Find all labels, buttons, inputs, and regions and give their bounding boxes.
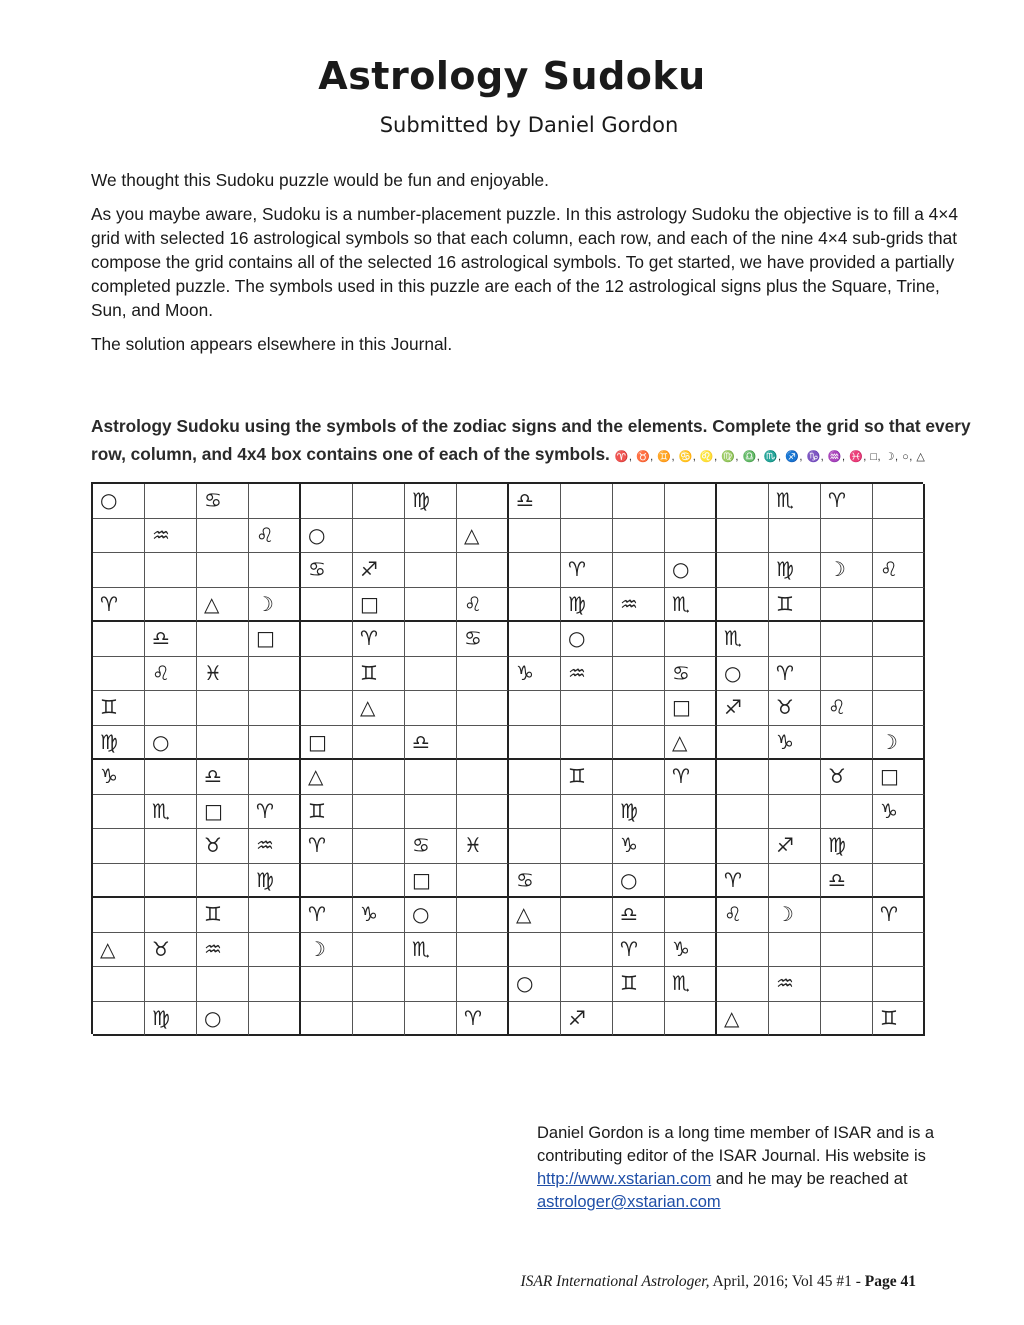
page-footer [520, 1273, 916, 1291]
grid-cell[interactable]: ♐ [561, 1002, 613, 1037]
grid-cell[interactable] [249, 657, 301, 692]
grid-cell[interactable]: ♏ [665, 967, 717, 1002]
grid-cell[interactable] [93, 657, 145, 692]
grid-cell[interactable] [145, 967, 197, 1002]
grid-cell[interactable]: ♒ [613, 588, 665, 623]
grid-cell[interactable]: ♎ [145, 622, 197, 657]
grid-cell[interactable] [145, 864, 197, 899]
grid-cell[interactable] [613, 760, 665, 795]
intro-paragraph: As you maybe aware, Sudoku is a number-placement puzzle. In this astrology Sudoku the objective is to fill a 4×4 grid with selected 16 astrological symbols so that each column, each row, and each of the nine 4×4 sub-grids that compose the grid contains all of the selected 16 astrological symbols. To get started, we have provided a partially completed puzzle. The symbols used in this puzzle are each of the 12 astrological signs plus the Square, Trine, Sun, and Moon. [91, 204, 958, 320]
grid-cell[interactable] [873, 588, 925, 623]
grid-cell[interactable] [457, 691, 509, 726]
grid-cell[interactable] [665, 864, 717, 899]
grid-cell[interactable] [717, 588, 769, 623]
grid-cell[interactable]: ○ [717, 657, 769, 692]
grid-cell[interactable] [509, 1002, 561, 1037]
grid-cell[interactable] [561, 484, 613, 519]
grid-cell[interactable]: ♏ [405, 933, 457, 968]
grid-cell[interactable]: ♉ [197, 829, 249, 864]
grid-cell[interactable]: ♍ [769, 553, 821, 588]
grid-cell[interactable] [561, 898, 613, 933]
footer-issue: April, 2016; Vol 45 #1 - [709, 1273, 865, 1290]
grid-cell[interactable]: ♈ [821, 484, 873, 519]
grid-cell[interactable] [717, 795, 769, 830]
grid-cell[interactable]: ♑ [873, 795, 925, 830]
grid-cell[interactable] [301, 691, 353, 726]
grid-cell[interactable]: ♈ [613, 933, 665, 968]
grid-cell[interactable] [301, 484, 353, 519]
grid-cell[interactable] [405, 588, 457, 623]
grid-cell[interactable]: ♍ [93, 726, 145, 761]
grid-cell[interactable] [197, 967, 249, 1002]
grid-cell[interactable] [665, 829, 717, 864]
grid-cell[interactable] [509, 933, 561, 968]
grid-cell[interactable] [509, 622, 561, 657]
grid-cell[interactable] [145, 588, 197, 623]
grid-cell[interactable] [145, 829, 197, 864]
grid-cell[interactable]: ♍ [561, 588, 613, 623]
grid-cell[interactable] [145, 553, 197, 588]
grid-cell[interactable] [873, 967, 925, 1002]
grid-cell[interactable] [509, 760, 561, 795]
grid-cell[interactable] [873, 484, 925, 519]
grid-cell[interactable] [353, 1002, 405, 1037]
grid-cell[interactable] [353, 829, 405, 864]
grid-cell[interactable] [197, 864, 249, 899]
bio-text: Daniel Gordon is a long time member of ISAR and is a contributing editor of the ISAR Journal. His website is [537, 1124, 935, 1165]
grid-cell[interactable] [821, 967, 873, 1002]
grid-cell[interactable]: ♓ [457, 829, 509, 864]
grid-cell[interactable] [561, 795, 613, 830]
grid-cell[interactable]: ♊ [873, 1002, 925, 1037]
grid-cell[interactable]: ♏ [717, 622, 769, 657]
grid-cell[interactable]: ○ [613, 864, 665, 899]
grid-cell[interactable] [509, 829, 561, 864]
grid-cell[interactable]: □ [249, 622, 301, 657]
footer-publication: ISAR International Astrologer, [520, 1273, 710, 1290]
grid-cell[interactable]: ♉ [769, 691, 821, 726]
grid-cell[interactable] [145, 760, 197, 795]
grid-cell[interactable] [457, 933, 509, 968]
grid-cell[interactable]: ♌ [457, 588, 509, 623]
grid-cell[interactable]: □ [405, 864, 457, 899]
grid-cell[interactable] [665, 898, 717, 933]
grid-cell[interactable]: ♈ [873, 898, 925, 933]
page-subtitle: Submitted by Daniel Gordon [379, 113, 679, 137]
grid-cell[interactable]: ♒ [249, 829, 301, 864]
grid-cell[interactable] [873, 691, 925, 726]
grid-cell[interactable] [873, 519, 925, 554]
grid-cell[interactable] [353, 484, 405, 519]
grid-cell[interactable] [405, 795, 457, 830]
grid-cell[interactable] [405, 967, 457, 1002]
grid-cell[interactable]: △ [93, 933, 145, 968]
grid-cell[interactable]: ♒ [769, 967, 821, 1002]
grid-cell[interactable] [249, 1002, 301, 1037]
footer-page-number: Page 41 [864, 1273, 916, 1290]
grid-cell[interactable] [717, 760, 769, 795]
sudoku-grid [91, 482, 923, 1034]
grid-cell[interactable] [353, 933, 405, 968]
grid-cell[interactable]: ♈ [93, 588, 145, 623]
grid-cell[interactable]: ♊ [613, 967, 665, 1002]
grid-cell[interactable] [769, 760, 821, 795]
grid-cell[interactable] [145, 484, 197, 519]
bio-text: and he may be reached at [711, 1170, 908, 1188]
grid-cell[interactable]: ♓ [197, 657, 249, 692]
grid-cell[interactable]: ♍ [249, 864, 301, 899]
grid-cell[interactable] [93, 519, 145, 554]
grid-cell[interactable] [561, 726, 613, 761]
grid-cell[interactable]: ♑ [769, 726, 821, 761]
grid-cell[interactable] [561, 967, 613, 1002]
grid-cell[interactable]: ♈ [717, 864, 769, 899]
grid-cell[interactable] [665, 795, 717, 830]
grid-cell[interactable]: ○ [145, 726, 197, 761]
grid-cell[interactable]: ○ [509, 967, 561, 1002]
grid-cell[interactable] [457, 864, 509, 899]
grid-cell[interactable] [717, 519, 769, 554]
grid-cell[interactable] [717, 967, 769, 1002]
grid-cell[interactable] [613, 519, 665, 554]
grid-cell[interactable]: ♋ [665, 657, 717, 692]
grid-cell[interactable] [353, 726, 405, 761]
grid-cell[interactable]: ♈ [301, 898, 353, 933]
grid-cell[interactable]: ♒ [561, 657, 613, 692]
grid-cell[interactable] [301, 967, 353, 1002]
grid-cell[interactable] [197, 519, 249, 554]
grid-cell[interactable] [457, 484, 509, 519]
grid-cell[interactable] [665, 622, 717, 657]
grid-cell[interactable]: ♋ [457, 622, 509, 657]
grid-cell[interactable] [769, 864, 821, 899]
grid-cell[interactable]: ♈ [769, 657, 821, 692]
grid-cell[interactable]: ♍ [145, 1002, 197, 1037]
grid-cell[interactable] [561, 519, 613, 554]
grid-cell[interactable]: ☽ [821, 553, 873, 588]
grid-cell[interactable]: ♑ [93, 760, 145, 795]
grid-cell[interactable] [509, 726, 561, 761]
grid-cell[interactable]: ♒ [197, 933, 249, 968]
grid-cell[interactable] [93, 553, 145, 588]
grid-cell[interactable]: ♈ [561, 553, 613, 588]
grid-cell[interactable] [249, 898, 301, 933]
grid-cell[interactable] [353, 795, 405, 830]
grid-cell[interactable] [405, 622, 457, 657]
grid-cell[interactable] [769, 519, 821, 554]
grid-cell[interactable] [457, 898, 509, 933]
grid-cell[interactable]: ♎ [509, 484, 561, 519]
grid-cell[interactable] [249, 967, 301, 1002]
grid-cell[interactable]: ☽ [301, 933, 353, 968]
grid-cell[interactable]: ♏ [665, 588, 717, 623]
grid-cell[interactable] [93, 622, 145, 657]
grid-cell[interactable] [821, 657, 873, 692]
grid-cell[interactable] [613, 553, 665, 588]
grid-cell[interactable]: ♎ [613, 898, 665, 933]
grid-cell[interactable] [769, 795, 821, 830]
grid-cell[interactable]: □ [353, 588, 405, 623]
grid-cell[interactable]: ♋ [197, 484, 249, 519]
grid-cell[interactable] [145, 691, 197, 726]
grid-cell[interactable] [821, 795, 873, 830]
grid-cell[interactable]: ♋ [509, 864, 561, 899]
grid-cell[interactable] [509, 795, 561, 830]
grid-cell[interactable] [873, 864, 925, 899]
grid-cell[interactable]: ♑ [613, 829, 665, 864]
grid-cell[interactable]: □ [873, 760, 925, 795]
grid-cell[interactable] [353, 864, 405, 899]
website-link[interactable]: http://www.xstarian.com [537, 1170, 712, 1188]
grid-cell[interactable] [457, 967, 509, 1002]
grid-cell[interactable] [301, 588, 353, 623]
grid-cell[interactable]: ♊ [353, 657, 405, 692]
grid-cell[interactable] [249, 933, 301, 968]
grid-cell[interactable]: ○ [405, 898, 457, 933]
grid-cell[interactable] [405, 657, 457, 692]
grid-cell[interactable]: ♏ [145, 795, 197, 830]
grid-cell[interactable] [93, 795, 145, 830]
grid-cell[interactable]: ♈ [457, 1002, 509, 1037]
grid-cell[interactable] [873, 829, 925, 864]
grid-cell[interactable] [197, 553, 249, 588]
grid-cell[interactable]: △ [509, 898, 561, 933]
grid-cell[interactable] [821, 933, 873, 968]
grid-cell[interactable] [613, 726, 665, 761]
grid-cell[interactable] [665, 519, 717, 554]
grid-cell[interactable]: ♊ [93, 691, 145, 726]
grid-cell[interactable] [93, 967, 145, 1002]
caption-text: Astrology Sudoku using the symbols of the zodiac signs and the elements. Complete the grid so that every row, column, and 4x4 box contains one of each of the symbols. [91, 416, 971, 464]
grid-cell[interactable]: ♑ [353, 898, 405, 933]
grid-cell[interactable] [197, 691, 249, 726]
grid-cell[interactable] [873, 657, 925, 692]
grid-cell[interactable] [509, 691, 561, 726]
grid-cell[interactable] [301, 622, 353, 657]
grid-cell[interactable] [561, 864, 613, 899]
author-bio [537, 1122, 957, 1214]
grid-cell[interactable] [353, 519, 405, 554]
grid-cell[interactable] [249, 726, 301, 761]
grid-cell[interactable]: △ [665, 726, 717, 761]
grid-cell[interactable]: ○ [561, 622, 613, 657]
grid-cell[interactable]: ♌ [821, 691, 873, 726]
grid-cell[interactable] [405, 1002, 457, 1037]
grid-cell[interactable] [509, 588, 561, 623]
grid-cell[interactable]: □ [665, 691, 717, 726]
grid-cell[interactable] [665, 484, 717, 519]
grid-cell[interactable]: ♈ [353, 622, 405, 657]
intro-paragraph: The solution appears elsewhere in this Journal. [91, 334, 453, 354]
grid-cell[interactable] [405, 519, 457, 554]
grid-cell[interactable] [821, 519, 873, 554]
puzzle-caption [91, 412, 971, 471]
grid-cell[interactable] [93, 829, 145, 864]
grid-cell[interactable] [457, 726, 509, 761]
grid-cell[interactable]: ♒ [145, 519, 197, 554]
grid-cell[interactable]: ○ [197, 1002, 249, 1037]
grid-cell[interactable]: □ [301, 726, 353, 761]
grid-cell[interactable]: ♋ [405, 829, 457, 864]
grid-cell[interactable] [405, 691, 457, 726]
grid-cell[interactable] [613, 1002, 665, 1037]
grid-cell[interactable]: ♎ [197, 760, 249, 795]
grid-cell[interactable] [93, 898, 145, 933]
grid-cell[interactable]: △ [457, 519, 509, 554]
grid-cell[interactable]: ♐ [769, 829, 821, 864]
grid-cell[interactable] [509, 519, 561, 554]
grid-cell[interactable]: ♏ [769, 484, 821, 519]
grid-cell[interactable]: △ [197, 588, 249, 623]
grid-cell[interactable]: ♌ [873, 553, 925, 588]
grid-cell[interactable]: ♑ [665, 933, 717, 968]
grid-cell[interactable] [249, 484, 301, 519]
grid-cell[interactable] [769, 933, 821, 968]
grid-cell[interactable]: ♍ [405, 484, 457, 519]
grid-cell[interactable]: ♈ [249, 795, 301, 830]
grid-cell[interactable] [717, 484, 769, 519]
grid-cell[interactable] [613, 691, 665, 726]
grid-cell[interactable] [405, 553, 457, 588]
grid-cell[interactable] [301, 1002, 353, 1037]
grid-cell[interactable] [821, 726, 873, 761]
grid-cell[interactable] [353, 760, 405, 795]
grid-cell[interactable] [457, 657, 509, 692]
grid-cell[interactable] [873, 933, 925, 968]
grid-cell[interactable]: ♊ [197, 898, 249, 933]
grid-cell[interactable]: ♐ [353, 553, 405, 588]
grid-cell[interactable]: ☽ [249, 588, 301, 623]
grid-cell[interactable]: △ [301, 760, 353, 795]
grid-cell[interactable] [665, 1002, 717, 1037]
grid-cell[interactable]: ♐ [717, 691, 769, 726]
grid-cell[interactable]: ♌ [717, 898, 769, 933]
grid-cell[interactable] [821, 898, 873, 933]
grid-cell[interactable] [509, 553, 561, 588]
grid-cell[interactable]: ♎ [821, 864, 873, 899]
grid-cell[interactable] [613, 484, 665, 519]
grid-cell[interactable]: ♋ [301, 553, 353, 588]
grid-cell[interactable]: ♎ [405, 726, 457, 761]
grid-cell[interactable] [457, 795, 509, 830]
grid-cell[interactable]: ○ [301, 519, 353, 554]
grid-cell[interactable] [613, 622, 665, 657]
grid-cell[interactable]: △ [353, 691, 405, 726]
grid-cell[interactable]: ♈ [665, 760, 717, 795]
grid-cell[interactable] [301, 657, 353, 692]
grid-cell[interactable] [457, 760, 509, 795]
grid-cell[interactable] [717, 933, 769, 968]
grid-cell[interactable]: ☽ [769, 898, 821, 933]
grid-cell[interactable] [717, 553, 769, 588]
grid-cell[interactable]: ○ [93, 484, 145, 519]
grid-cell[interactable] [821, 588, 873, 623]
grid-cell[interactable] [613, 657, 665, 692]
email-link[interactable]: astrologer@xstarian.com [537, 1193, 721, 1211]
grid-cell[interactable] [561, 829, 613, 864]
grid-cell[interactable]: ♌ [249, 519, 301, 554]
page-title: Astrology Sudoku [318, 54, 706, 98]
grid-cell[interactable]: ♉ [145, 933, 197, 968]
grid-cell[interactable] [457, 553, 509, 588]
intro-text [91, 168, 971, 366]
grid-cell[interactable]: ♈ [301, 829, 353, 864]
grid-cell[interactable] [249, 553, 301, 588]
grid-cell[interactable]: ♑ [509, 657, 561, 692]
grid-cell[interactable]: ♊ [561, 760, 613, 795]
symbol-list: ♈, ♉, ♊, ♋, ♌, ♍, ♎, ♏, ♐, ♑, ♒, ♓, □, ☽, ○, △ [614, 451, 926, 463]
grid-cell[interactable] [769, 622, 821, 657]
grid-cell[interactable] [93, 1002, 145, 1037]
grid-cell[interactable] [405, 760, 457, 795]
grid-cell[interactable] [249, 760, 301, 795]
grid-cell[interactable] [93, 864, 145, 899]
grid-cell[interactable] [145, 898, 197, 933]
grid-cell[interactable]: ♌ [145, 657, 197, 692]
grid-cell[interactable] [561, 933, 613, 968]
grid-cell[interactable]: ♊ [301, 795, 353, 830]
grid-cell[interactable] [717, 829, 769, 864]
grid-cell[interactable] [821, 1002, 873, 1037]
grid-cell[interactable] [821, 622, 873, 657]
grid-cell[interactable]: ♍ [821, 829, 873, 864]
grid-cell[interactable]: ☽ [873, 726, 925, 761]
grid-cell[interactable] [197, 726, 249, 761]
grid-cell[interactable] [717, 726, 769, 761]
grid-cell[interactable] [249, 691, 301, 726]
grid-cell[interactable] [301, 864, 353, 899]
grid-cell[interactable] [197, 622, 249, 657]
grid-cell[interactable] [873, 622, 925, 657]
grid-cell[interactable] [769, 1002, 821, 1037]
grid-cell[interactable] [353, 967, 405, 1002]
grid-cell[interactable]: ♉ [821, 760, 873, 795]
intro-paragraph: We thought this Sudoku puzzle would be fun and enjoyable. [91, 170, 549, 190]
grid-cell[interactable]: △ [717, 1002, 769, 1037]
grid-cell[interactable]: ○ [665, 553, 717, 588]
grid-cell[interactable]: ♊ [769, 588, 821, 623]
grid-cell[interactable]: ♍ [613, 795, 665, 830]
grid-cell[interactable]: □ [197, 795, 249, 830]
grid-cell[interactable] [561, 691, 613, 726]
